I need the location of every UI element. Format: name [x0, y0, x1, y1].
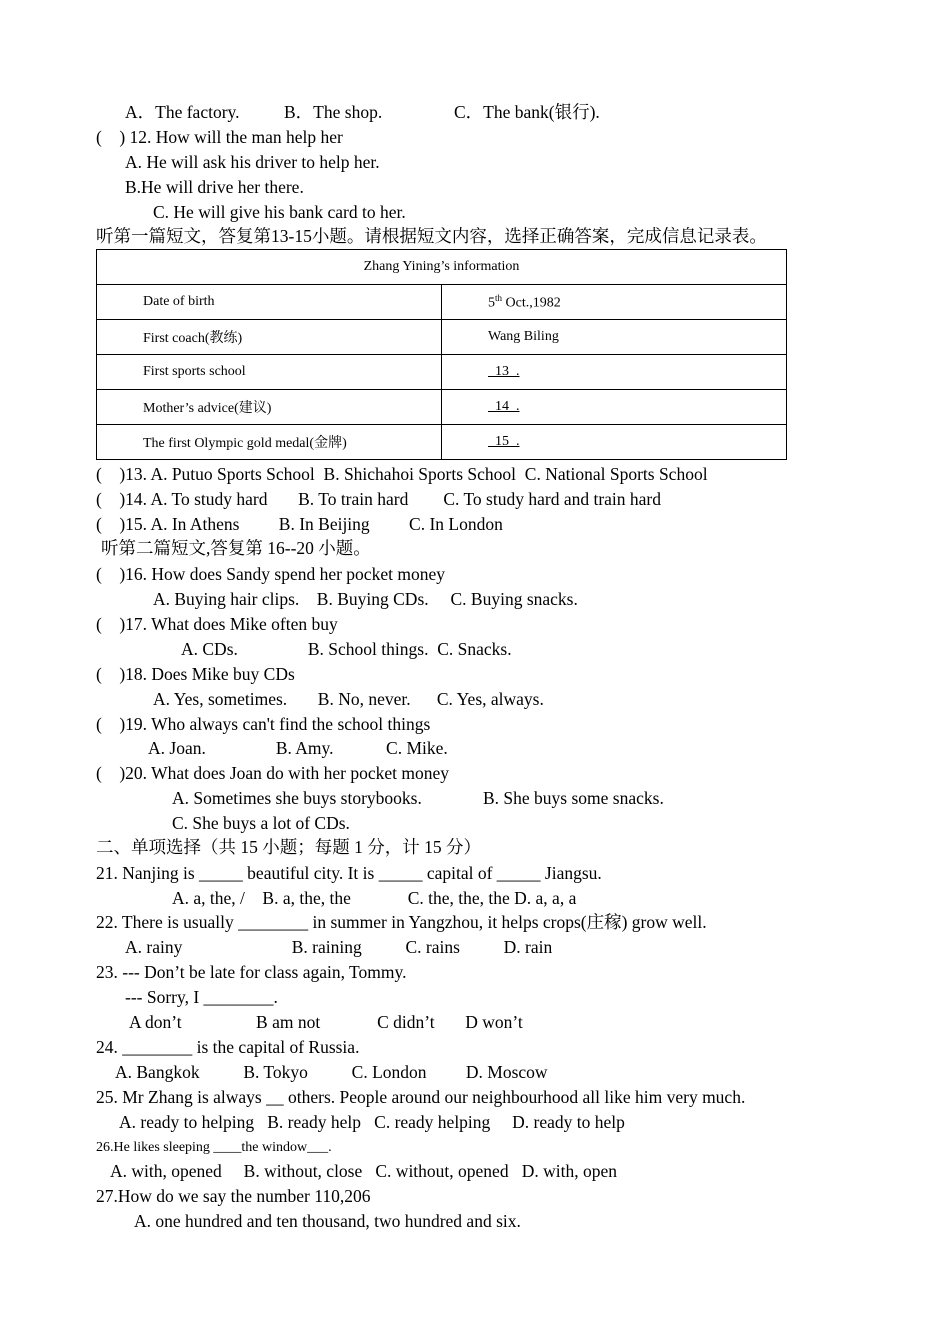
q18-options: A. Yes, sometimes. B. No, never. C. Yes, always.	[153, 689, 544, 709]
q25-stem: 25. Mr Zhang is always __ others. People around our neighbourhood all like him very much.	[96, 1087, 746, 1107]
row-value-coach: Wang Biling	[442, 320, 787, 355]
q20-option-b: B. She buys some snacks.	[483, 788, 664, 808]
q16-options: A. Buying hair clips. B. Buying CDs. C. Buying snacks.	[153, 589, 578, 609]
q25-options: A. ready to helping B. ready help C. ready helping D. ready to help	[119, 1112, 625, 1132]
q12-option-c: C. He will give his bank card to her.	[153, 202, 406, 222]
q20-option-c: C. She buys a lot of CDs.	[172, 813, 350, 833]
q26-options: A. with, opened B. without, close C. without, opened D. with, open	[110, 1161, 617, 1181]
q20-option-a: A. Sometimes she buys storybooks.	[172, 788, 422, 808]
section1-instruction: 听第一篇短文，答复第13-15小题。请根据短文内容，选择正确答案，完成信息记录表。	[96, 226, 767, 246]
table-row	[97, 425, 787, 460]
q26-stem: 26.He likes sleeping ____the window___.	[96, 1140, 332, 1155]
q22-options: A. rainy B. raining C. rains D. rain	[125, 937, 553, 957]
q27-options: A. one hundred and ten thousand, two hundred and six.	[134, 1211, 521, 1231]
q11-option-a: A．The factory.	[125, 102, 240, 122]
table-row	[97, 355, 787, 390]
blank-14: 14 .	[488, 399, 520, 414]
row-label-advice: Mother’s advice(建议)	[97, 390, 442, 425]
birth-day-suffix: th	[495, 292, 503, 303]
table-row	[97, 320, 787, 355]
q11-option-c: C．The bank(银行).	[454, 102, 600, 122]
info-table	[96, 249, 787, 460]
row-label-birth: Date of birth	[97, 285, 442, 320]
blank-13: 13 .	[488, 364, 520, 379]
section2-instruction: 听第二篇短文,答复第 16--20 小题。	[101, 538, 371, 558]
q23-stem: 23. --- Don’t be late for class again, Tommy.	[96, 962, 407, 982]
part2-heading: 二、单项选择（共 15 小题；每题 1 分，计 15 分）	[96, 837, 481, 857]
q17-options: A. CDs. B. School things. C. Snacks.	[181, 639, 512, 659]
blank-15: 15 .	[488, 434, 520, 449]
q24-stem: 24. ________ is the capital of Russia.	[96, 1037, 360, 1057]
q24-options: A. Bangkok B. Tokyo C. London D. Moscow	[115, 1062, 548, 1082]
row-label-medal: The first Olympic gold medal(金牌)	[97, 425, 442, 460]
q21-options: A. a, the, / B. a, the, the C. the, the, the D. a, a, a	[172, 888, 577, 908]
birth-month-year: Oct.,1982	[502, 295, 561, 311]
q15: ( )15. A. In Athens B. In Beijing C. In London	[96, 514, 503, 534]
table-row	[97, 390, 787, 425]
q21-stem: 21. Nanjing is _____ beautiful city. It is _____ capital of _____ Jiangsu.	[96, 863, 602, 883]
q17-stem: ( )17. What does Mike often buy	[96, 614, 338, 634]
q22-stem: 22. There is usually ________ in summer in Yangzhou, it helps crops(庄稼) grow well.	[96, 912, 707, 932]
q19-options: A. Joan. B. Amy. C. Mike.	[148, 738, 448, 758]
q20-stem: ( )20. What does Joan do with her pocket money	[96, 763, 449, 783]
q13: ( )13. A. Putuo Sports School B. Shichahoi Sports School C. National Sports School	[96, 464, 708, 484]
birth-day: 5	[488, 295, 495, 311]
row-label-school: First sports school	[97, 355, 442, 390]
table-row	[97, 285, 787, 320]
q12-option-b: B.He will drive her there.	[125, 177, 304, 197]
q23-reply: --- Sorry, I ________.	[125, 987, 278, 1007]
q18-stem: ( )18. Does Mike buy CDs	[96, 664, 295, 684]
q12-stem: ( ) 12. How will the man help her	[96, 127, 343, 147]
q16-stem: ( )16. How does Sandy spend her pocket money	[96, 564, 445, 584]
q14: ( )14. A. To study hard B. To train hard C. To study hard and train hard	[96, 489, 662, 509]
q11-option-b: B．The shop.	[284, 102, 383, 122]
row-label-coach: First coach(教练)	[97, 320, 442, 355]
q12-option-a: A. He will ask his driver to help her.	[125, 152, 380, 172]
info-table-title: Zhang Yining’s information	[97, 250, 787, 285]
q27-stem: 27.How do we say the number 110,206	[96, 1186, 371, 1206]
q23-options: A don’t B am not C didn’t D won’t	[129, 1012, 523, 1032]
row-value-birth	[442, 285, 787, 320]
q19-stem: ( )19. Who always can't find the school things	[96, 714, 431, 734]
